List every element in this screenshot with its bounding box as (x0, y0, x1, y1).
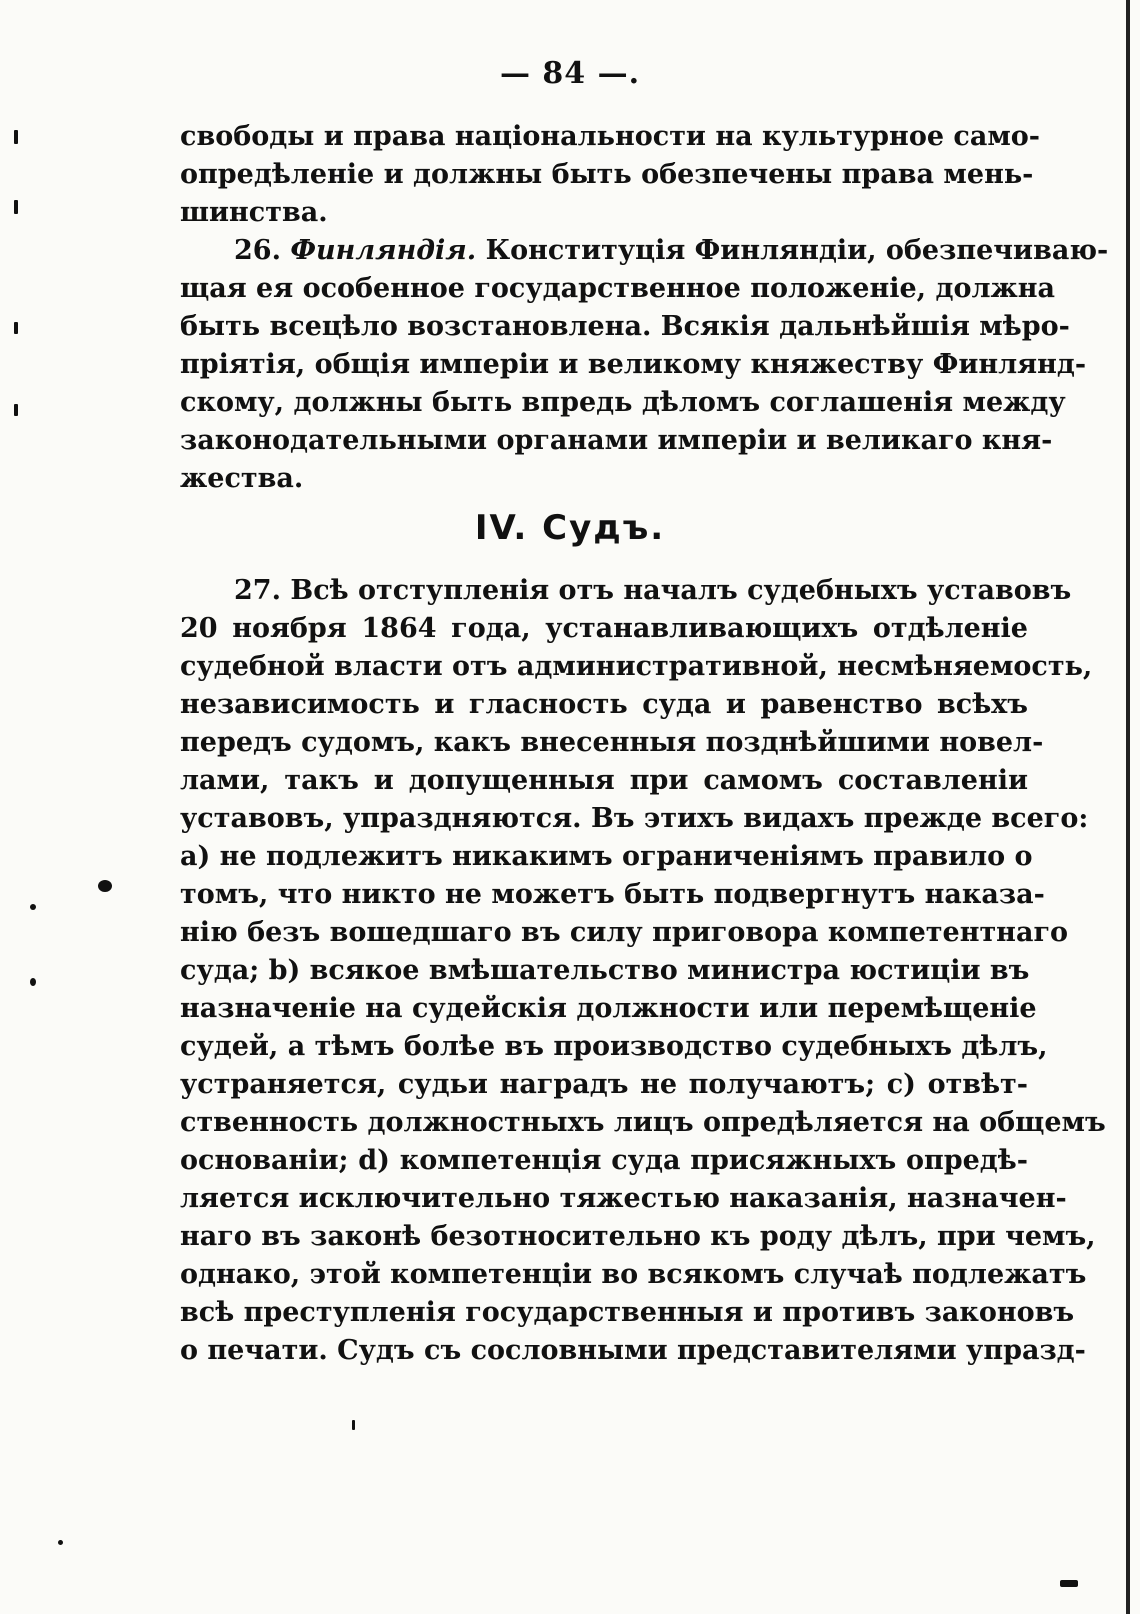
paragraph-line: передъ судомъ, какъ внесенныя позднѣйшими новел- (180, 727, 1044, 758)
paragraph-line: свободы и права національности на культурное само- (180, 121, 1041, 152)
scan-speck (1060, 1580, 1078, 1587)
scan-speck (58, 1540, 63, 1545)
paragraph-line: суда; b) всякое вмѣшательство министра юстиціи въ (180, 955, 1030, 986)
paragraph-line: о печати. Судъ съ сословными представителями упразд- (180, 1335, 1086, 1366)
page-edge-shadow (1126, 0, 1130, 1614)
paragraph-line: уставовъ, упраздняются. Въ этихъ видахъ прежде всего: (180, 803, 1089, 834)
text-block-paragraph-27 (180, 572, 1106, 1370)
paragraph-line: лами, такъ и допущенныя при самомъ составленіи (180, 765, 1028, 796)
paragraph-line: ляется исключительно тяжестью наказанія, назначен- (180, 1183, 1067, 1214)
paragraph-line: 27. Всѣ отступленія отъ началъ судебныхъ уставовъ (234, 575, 1072, 606)
scan-speck (352, 1420, 355, 1430)
paragraph-line: наго въ законѣ безотносительно къ роду дѣлъ, при чемъ, (180, 1221, 1096, 1252)
paragraph-line: судебной власти отъ административной, несмѣняемость, (180, 651, 1093, 682)
paragraph-line: ственность должностныхъ лицъ опредѣляется на общемъ (180, 1107, 1106, 1138)
paragraph-line: быть всецѣло возстановлена. Всякія дальнѣйшія мѣро- (180, 311, 1070, 342)
paragraph-line: опредѣленіе и должны быть обезпечены права мень- (180, 159, 1034, 190)
paragraph-line: a) не подлежитъ никакимъ ограниченіямъ правило о (180, 841, 1033, 872)
paragraph-line: всѣ преступленія государственныя и противъ законовъ (180, 1297, 1075, 1328)
paragraph-line: скому, должны быть впредь дѣломъ соглашенія между (180, 387, 1066, 418)
scan-speck (14, 200, 18, 214)
paragraph-line: основаніи; d) компетенція суда присяжныхъ опредѣ- (180, 1145, 1028, 1176)
paragraph-line: жества. (180, 463, 304, 494)
paragraph-line: пріятія, общія имперіи и великому княжеству Финлянд- (180, 349, 1087, 380)
scan-speck (98, 880, 112, 892)
paragraph-line: назначеніе на судейскія должности или перемѣщеніе (180, 993, 1037, 1024)
scan-speck (14, 322, 18, 334)
scan-speck (30, 978, 36, 986)
paragraph-line: устраняется, судьи наградъ не получаютъ; c) отвѣт- (180, 1069, 1028, 1100)
section-heading: IV. Судъ. (474, 508, 666, 548)
scan-speck (14, 130, 18, 144)
paragraph-line: 20 ноября 1864 года, устанавливающихъ отдѣленіе (180, 613, 1028, 644)
paragraph-title: Финляндія. (290, 235, 477, 266)
paragraph-line: нію безъ вошедшаго въ силу приговора компетентнаго (180, 917, 1068, 948)
scan-speck (30, 904, 36, 910)
paragraph-line: законодательными органами имперіи и великаго кня- (180, 425, 1053, 456)
paragraph-number: 26. (234, 235, 281, 266)
paragraph-line: щая ея особенное государственное положеніе, должна (180, 273, 1056, 304)
scan-speck (14, 404, 18, 416)
paragraph-26-first-line (180, 232, 1109, 270)
paragraph-line: независимость и гласность суда и равенство всѣхъ (180, 689, 1028, 720)
paragraph-line: однако, этой компетенціи во всякомъ случаѣ подлежатъ (180, 1259, 1087, 1290)
text-block-top (180, 118, 1109, 498)
paragraph-line: шинства. (180, 197, 328, 228)
paragraph-line: томъ, что никто не можетъ быть подвергнутъ наказа- (180, 879, 1045, 910)
paragraph-line: судей, а тѣмъ болѣе въ производство судебныхъ дѣлъ, (180, 1031, 1048, 1062)
page-number: — 84 —. (499, 56, 641, 91)
paragraph-line: Конституція Финляндіи, обезпечиваю- (485, 235, 1109, 266)
